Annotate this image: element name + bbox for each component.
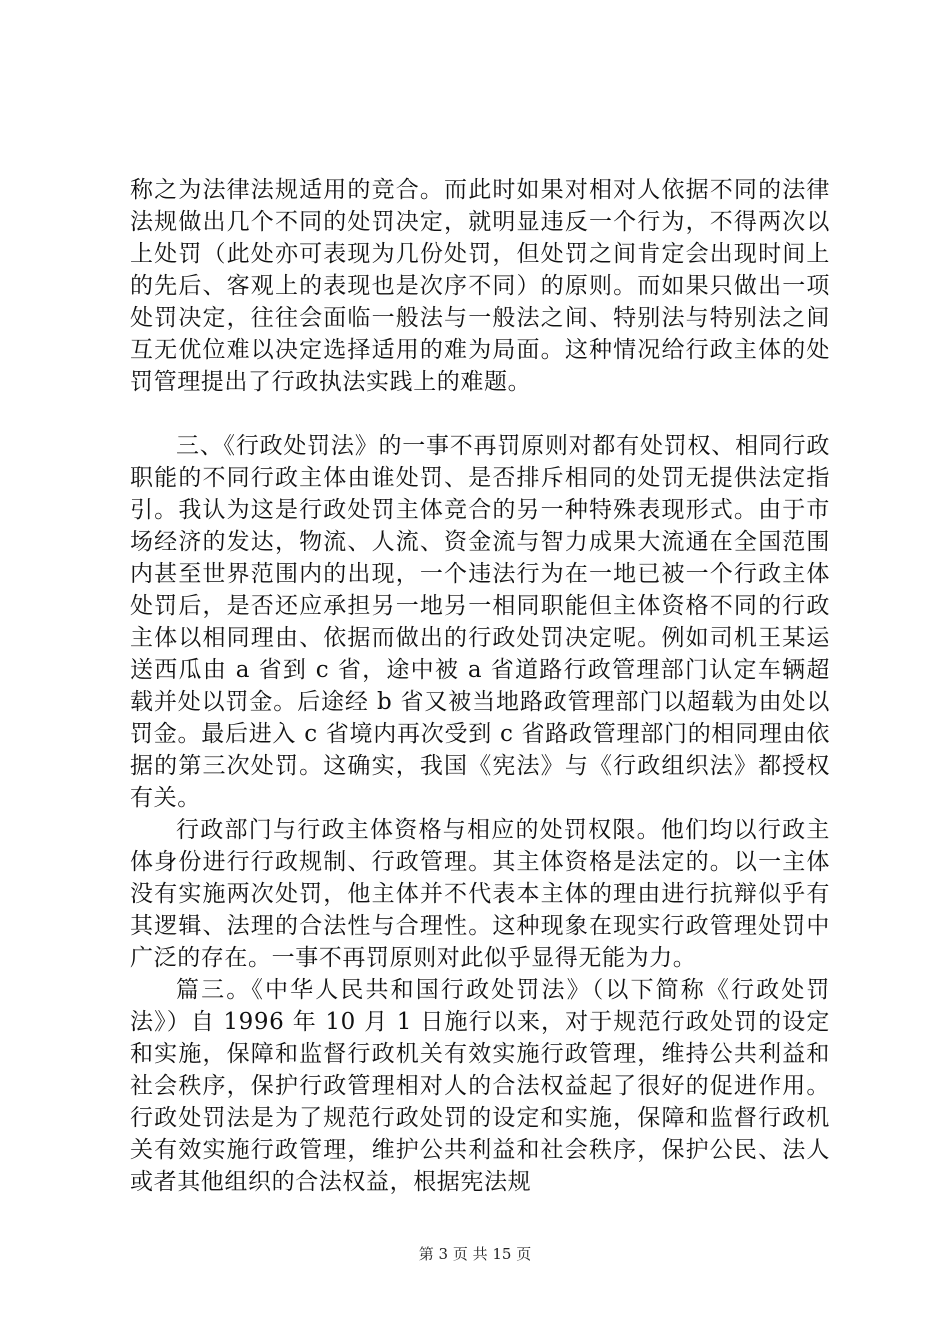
page-number-footer: 第 3 页 共 15 页 xyxy=(418,1245,532,1263)
paragraph-article-three: 篇三。《中华人民共和国行政处罚法》（以下简称《行政处罚法》）自 1996 年 10 月 1 日施行以来，对于规范行政处罚的设定和实施，保障和监督行政机关有效实施行政管理，维持公共利益和社会秩序，保护行政管理相对人的合法权益起了很好的促进作用。行政处罚法是为了规范行政处罚的设定和实施，保障和监督行政机关有效实施行政管理，维护公共利益和社会秩序，保护公民、法人或者其他组织的合法权益，根据宪法规 xyxy=(130,977,830,1195)
paragraph-section-three: 三、《行政处罚法》的一事不再罚原则对都有处罚权、相同行政职能的不同行政主体由谁处罚、是否排斥相同的处罚无提供法定指引。我认为这是行政处罚主体竞合的另一种特殊表现形式。由于市场经济的发达，物流、人流、资金流与智力成果大流通在全国范围内甚至世界范围内的出现，一个违法行为在一地已被一个行政主体处罚后，是否还应承担另一地另一相同职能但主体资格不同的行政主体以相同理由、依据而做出的行政处罚决定呢。例如司机王某运送西瓜由 a 省到 c 省，途中被 a 省道路行政管理部门认定车辆超载并处以罚金。后途经 b 省又被当地路政管理部门以超载为由处以罚金。最后进入 c 省境内再次受到 c 省路政管理部门的相同理由依据的第三次处罚。这确实，我国《宪法》与《行政组织法》都授权有关。 xyxy=(130,433,830,811)
document-body xyxy=(130,174,830,1198)
paragraph-legal-concurrence: 称之为法律法规适用的竞合。而此时如果对相对人依据不同的法律法规做出几个不同的处罚决定，就明显违反一个行为，不得两次以上处罚（此处亦可表现为几份处罚，但处罚之间肯定会出现时间上的先后、客观上的表现也是次序不同）的原则。而如果只做出一项处罚决定，往往会面临一般法与一般法之间、特别法与特别法之间互无优位难以决定选择适用的难为局面。这种情况给行政主体的处罚管理提出了行政执法实践上的难题。 xyxy=(130,177,830,395)
paragraph-administrative-departments: 行政部门与行政主体资格与相应的处罚权限。他们均以行政主体身份进行行政规制、行政管理。其主体资格是法定的。以一主体没有实施两次处罚，他主体并不代表本主体的理由进行抗辩似乎有其逻辑、法理的合法性与合理性。这种现象在现实行政管理处罚中广泛的存在。一事不再罚原则对此似乎显得无能为力。 xyxy=(130,817,830,971)
